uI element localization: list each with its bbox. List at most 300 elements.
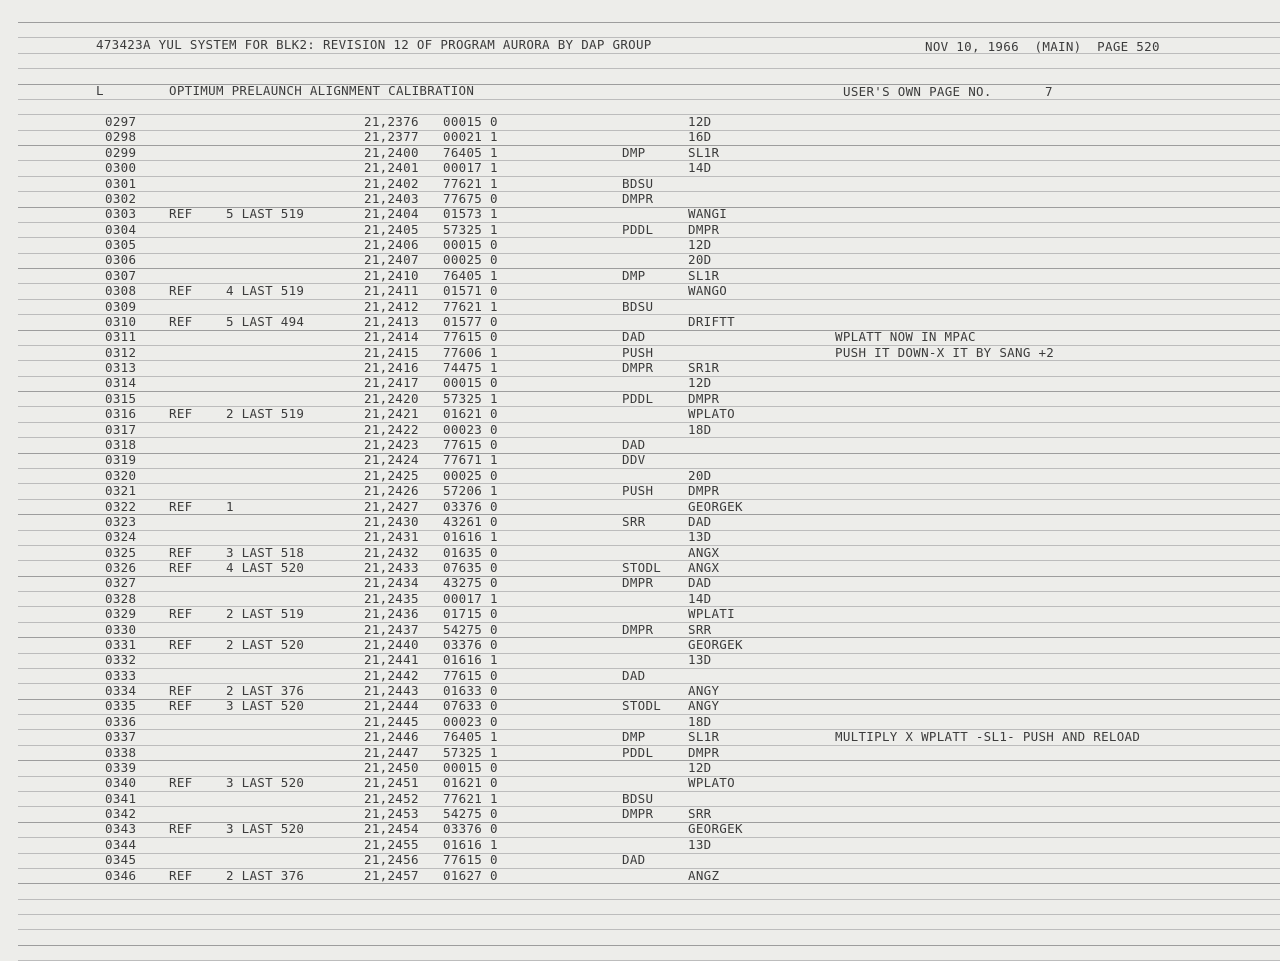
- address: 21,2403: [364, 190, 419, 206]
- operand: 20D: [688, 252, 712, 268]
- line-number: 0310: [105, 313, 137, 329]
- address: 21,2443: [364, 683, 419, 699]
- table-row: [0, 115, 1280, 130]
- ref-value: 3 LAST 520: [226, 821, 305, 837]
- line-number: 0339: [105, 759, 137, 775]
- operand: 12D: [688, 114, 712, 129]
- opcode: DMP: [622, 729, 646, 745]
- paper-rule: [18, 22, 1280, 23]
- octal-word: 76405 1: [443, 267, 498, 283]
- octal-word: 77621 1: [443, 175, 498, 191]
- line-number: 0319: [105, 452, 137, 468]
- ref-label: REF: [169, 313, 193, 329]
- operand: GEORGEK: [688, 636, 743, 652]
- operand: 12D: [688, 759, 712, 775]
- address: 21,2452: [364, 790, 419, 806]
- octal-word: 01577 0: [443, 313, 498, 329]
- octal-word: 03376 0: [443, 636, 498, 652]
- line-number: 0344: [105, 836, 137, 852]
- paper-rule: [18, 899, 1280, 900]
- address: 21,2435: [364, 590, 419, 606]
- table-row: [0, 423, 1280, 438]
- paper-rule: [18, 929, 1280, 930]
- opcode: DMPR: [622, 575, 654, 591]
- table-row: [0, 146, 1280, 161]
- address: 21,2457: [364, 867, 419, 883]
- opcode: BDSU: [622, 790, 654, 806]
- opcode: PDDL: [622, 744, 654, 760]
- address: 21,2446: [364, 729, 419, 745]
- line-number: 0300: [105, 160, 137, 176]
- table-row: [0, 238, 1280, 253]
- octal-word: 07635 0: [443, 560, 498, 576]
- table-row: [0, 807, 1280, 822]
- octal-word: 01616 1: [443, 652, 498, 668]
- line-number: 0312: [105, 344, 137, 360]
- line-number: 0343: [105, 821, 137, 837]
- operand: 13D: [688, 652, 712, 668]
- table-row: [0, 530, 1280, 545]
- octal-word: 43261 0: [443, 513, 498, 529]
- table-row: [0, 253, 1280, 268]
- opcode: DAD: [622, 436, 646, 452]
- line-number: 0313: [105, 360, 137, 376]
- table-row: [0, 546, 1280, 561]
- ref-value: 3 LAST 518: [226, 544, 305, 560]
- ref-label: REF: [169, 206, 193, 222]
- address: 21,2412: [364, 298, 419, 314]
- operand: WPLATI: [688, 606, 735, 622]
- ref-label: REF: [169, 283, 193, 299]
- table-row: [0, 269, 1280, 284]
- operand: 13D: [688, 529, 712, 545]
- ref-label: REF: [169, 867, 193, 883]
- table-row: [0, 130, 1280, 145]
- address: 21,2456: [364, 852, 419, 868]
- line-number: 0324: [105, 529, 137, 545]
- operand: DRIFTT: [688, 313, 735, 329]
- operand: SL1R: [688, 144, 720, 160]
- octal-word: 00023 0: [443, 421, 498, 437]
- address: 21,2400: [364, 144, 419, 160]
- operand: WPLATO: [688, 775, 735, 791]
- line-number: 0346: [105, 867, 137, 883]
- ref-value: 4 LAST 519: [226, 283, 305, 299]
- ref-value: 5 LAST 494: [226, 313, 305, 329]
- paper-rule: [18, 99, 1280, 100]
- line-number: 0298: [105, 129, 137, 145]
- octal-word: 54275 0: [443, 806, 498, 822]
- paper-rule: [18, 914, 1280, 915]
- operand: GEORGEK: [688, 821, 743, 837]
- table-row: [0, 192, 1280, 207]
- table-row: [0, 438, 1280, 453]
- octal-word: 03376 0: [443, 821, 498, 837]
- opcode: BDSU: [622, 175, 654, 191]
- address: 21,2434: [364, 575, 419, 591]
- operand: DMPR: [688, 483, 720, 499]
- line-number: 0323: [105, 513, 137, 529]
- header-date-page: NOV 10, 1966 (MAIN) PAGE 520: [925, 39, 1160, 54]
- line-number: 0315: [105, 390, 137, 406]
- operand: 18D: [688, 421, 712, 437]
- line-number: 0297: [105, 114, 137, 129]
- ref-value: 4 LAST 520: [226, 560, 305, 576]
- opcode: PDDL: [622, 221, 654, 237]
- address: 21,2421: [364, 406, 419, 422]
- line-number: 0307: [105, 267, 137, 283]
- operand: 12D: [688, 375, 712, 391]
- octal-word: 00015 0: [443, 237, 498, 253]
- operand: DAD: [688, 513, 712, 529]
- address: 21,2432: [364, 544, 419, 560]
- paper-rule: [18, 68, 1280, 69]
- table-row: [0, 853, 1280, 868]
- opcode: DMPR: [622, 621, 654, 637]
- users-page-label: USER'S OWN PAGE NO.: [843, 84, 992, 99]
- address: 21,2453: [364, 806, 419, 822]
- ref-label: REF: [169, 698, 193, 714]
- table-row: [0, 484, 1280, 499]
- line-number: 0317: [105, 421, 137, 437]
- octal-word: 01616 1: [443, 836, 498, 852]
- table-row: [0, 407, 1280, 422]
- ref-label: REF: [169, 683, 193, 699]
- line-number: 0327: [105, 575, 137, 591]
- line-number: 0334: [105, 683, 137, 699]
- line-number: 0325: [105, 544, 137, 560]
- paper-rule: [18, 945, 1280, 946]
- octal-word: 03376 0: [443, 498, 498, 514]
- table-row: [0, 653, 1280, 668]
- line-number: 0331: [105, 636, 137, 652]
- octal-word: 77675 0: [443, 190, 498, 206]
- opcode: DAD: [622, 329, 646, 345]
- operand: 12D: [688, 237, 712, 253]
- table-row: [0, 592, 1280, 607]
- line-number: 0321: [105, 483, 137, 499]
- octal-word: 57325 1: [443, 744, 498, 760]
- octal-word: 77615 0: [443, 852, 498, 868]
- table-row: [0, 500, 1280, 515]
- ref-value: 3 LAST 520: [226, 775, 305, 791]
- ref-value: 5 LAST 519: [226, 206, 305, 222]
- line-number: 0333: [105, 667, 137, 683]
- line-number: 0314: [105, 375, 137, 391]
- address: 21,2414: [364, 329, 419, 345]
- address: 21,2377: [364, 129, 419, 145]
- octal-word: 01621 0: [443, 775, 498, 791]
- ref-label: REF: [169, 775, 193, 791]
- octal-word: 77615 0: [443, 329, 498, 345]
- line-number: 0320: [105, 467, 137, 483]
- table-row: [0, 838, 1280, 853]
- table-row: [0, 561, 1280, 576]
- table-row: [0, 623, 1280, 638]
- users-page-number: 7: [1045, 84, 1053, 99]
- octal-word: 07633 0: [443, 698, 498, 714]
- address: 21,2433: [364, 560, 419, 576]
- octal-word: 00015 0: [443, 375, 498, 391]
- table-row: [0, 607, 1280, 622]
- table-row: [0, 515, 1280, 530]
- operand: DMPR: [688, 744, 720, 760]
- table-row: [0, 284, 1280, 299]
- octal-word: 76405 1: [443, 729, 498, 745]
- address: 21,2451: [364, 775, 419, 791]
- address: 21,2444: [364, 698, 419, 714]
- address: 21,2447: [364, 744, 419, 760]
- table-row: [0, 730, 1280, 745]
- operand: ANGY: [688, 698, 720, 714]
- operand: SL1R: [688, 729, 720, 745]
- opcode: PUSH: [622, 344, 654, 360]
- operand: ANGX: [688, 560, 720, 576]
- address: 21,2436: [364, 606, 419, 622]
- table-row: [0, 346, 1280, 361]
- octal-word: 01571 0: [443, 283, 498, 299]
- address: 21,2430: [364, 513, 419, 529]
- ref-value: 2 LAST 376: [226, 867, 305, 883]
- ref-label: REF: [169, 406, 193, 422]
- address: 21,2410: [364, 267, 419, 283]
- table-row: [0, 376, 1280, 391]
- opcode: STODL: [622, 698, 662, 714]
- address: 21,2413: [364, 313, 419, 329]
- section-title: OPTIMUM PRELAUNCH ALIGNMENT CALIBRATION: [169, 83, 475, 98]
- operand: ANGY: [688, 683, 720, 699]
- line-number: 0303: [105, 206, 137, 222]
- octal-word: 57325 1: [443, 390, 498, 406]
- table-row: [0, 761, 1280, 776]
- table-row: [0, 776, 1280, 791]
- octal-word: 77671 1: [443, 452, 498, 468]
- operand: 16D: [688, 129, 712, 145]
- table-row: [0, 746, 1280, 761]
- line-number: 0309: [105, 298, 137, 314]
- table-row: [0, 161, 1280, 176]
- octal-word: 00025 0: [443, 467, 498, 483]
- octal-word: 01573 1: [443, 206, 498, 222]
- table-row: [0, 699, 1280, 714]
- line-number: 0337: [105, 729, 137, 745]
- table-row: [0, 315, 1280, 330]
- line-number: 0306: [105, 252, 137, 268]
- table-row: [0, 638, 1280, 653]
- octal-word: 00017 1: [443, 160, 498, 176]
- address: 21,2450: [364, 759, 419, 775]
- address: 21,2417: [364, 375, 419, 391]
- address: 21,2441: [364, 652, 419, 668]
- octal-word: 74475 1: [443, 360, 498, 376]
- operand: 20D: [688, 467, 712, 483]
- line-number: 0338: [105, 744, 137, 760]
- address: 21,2406: [364, 237, 419, 253]
- ref-value: 1: [226, 498, 234, 514]
- line-number: 0311: [105, 329, 137, 345]
- address: 21,2407: [364, 252, 419, 268]
- ref-value: 2 LAST 520: [226, 636, 305, 652]
- table-row: [0, 300, 1280, 315]
- address: 21,2423: [364, 436, 419, 452]
- opcode: DMP: [622, 144, 646, 160]
- line-number: 0329: [105, 606, 137, 622]
- ref-label: REF: [169, 636, 193, 652]
- line-number: 0318: [105, 436, 137, 452]
- octal-word: 77615 0: [443, 436, 498, 452]
- table-row: [0, 715, 1280, 730]
- line-number: 0316: [105, 406, 137, 422]
- address: 21,2422: [364, 421, 419, 437]
- line-number: 0299: [105, 144, 137, 160]
- line-number: 0340: [105, 775, 137, 791]
- table-row: [0, 453, 1280, 468]
- line-number: 0336: [105, 713, 137, 729]
- line-number: 0332: [105, 652, 137, 668]
- address: 21,2404: [364, 206, 419, 222]
- operand: SRR: [688, 806, 712, 822]
- octal-word: 01627 0: [443, 867, 498, 883]
- line-number: 0322: [105, 498, 137, 514]
- opcode: STODL: [622, 560, 662, 576]
- address: 21,2415: [364, 344, 419, 360]
- opcode: DMP: [622, 267, 646, 283]
- address: 21,2445: [364, 713, 419, 729]
- address: 21,2431: [364, 529, 419, 545]
- operand: GEORGEK: [688, 498, 743, 514]
- operand: SRR: [688, 621, 712, 637]
- line-number: 0326: [105, 560, 137, 576]
- table-row: [0, 822, 1280, 837]
- opcode: BDSU: [622, 298, 654, 314]
- table-row: [0, 576, 1280, 591]
- ref-label: REF: [169, 498, 193, 514]
- line-number: 0328: [105, 590, 137, 606]
- operand: 14D: [688, 160, 712, 176]
- octal-word: 43275 0: [443, 575, 498, 591]
- address: 21,2405: [364, 221, 419, 237]
- comment: MULTIPLY X WPLATT -SL1- PUSH AND RELOAD: [835, 729, 1141, 745]
- opcode: DAD: [622, 852, 646, 868]
- octal-word: 77606 1: [443, 344, 498, 360]
- line-number: 0308: [105, 283, 137, 299]
- operand: SL1R: [688, 267, 720, 283]
- address: 21,2411: [364, 283, 419, 299]
- operand: WANGO: [688, 283, 728, 299]
- table-row: [0, 223, 1280, 238]
- line-number: 0330: [105, 621, 137, 637]
- line-number: 0345: [105, 852, 137, 868]
- operand: 18D: [688, 713, 712, 729]
- octal-word: 00015 0: [443, 759, 498, 775]
- address: 21,2440: [364, 636, 419, 652]
- line-number: 0304: [105, 221, 137, 237]
- operand: WANGI: [688, 206, 728, 222]
- address: 21,2437: [364, 621, 419, 637]
- comment: WPLATT NOW IN MPAC: [835, 329, 976, 345]
- operand: 14D: [688, 590, 712, 606]
- operand: SR1R: [688, 360, 720, 376]
- octal-word: 00023 0: [443, 713, 498, 729]
- ref-value: 2 LAST 519: [226, 406, 305, 422]
- address: 21,2402: [364, 175, 419, 191]
- ref-value: 3 LAST 520: [226, 698, 305, 714]
- opcode: PUSH: [622, 483, 654, 499]
- operand: ANGX: [688, 544, 720, 560]
- opcode: DAD: [622, 667, 646, 683]
- address: 21,2401: [364, 160, 419, 176]
- address: 21,2454: [364, 821, 419, 837]
- octal-word: 01633 0: [443, 683, 498, 699]
- opcode: DDV: [622, 452, 646, 468]
- operand: WPLATO: [688, 406, 735, 422]
- octal-word: 77615 0: [443, 667, 498, 683]
- operand: 13D: [688, 836, 712, 852]
- table-row: [0, 330, 1280, 345]
- octal-word: 01715 0: [443, 606, 498, 622]
- address: 21,2376: [364, 114, 419, 129]
- table-row: [0, 684, 1280, 699]
- address: 21,2426: [364, 483, 419, 499]
- opcode: PDDL: [622, 390, 654, 406]
- octal-word: 01616 1: [443, 529, 498, 545]
- ref-label: REF: [169, 544, 193, 560]
- comment: PUSH IT DOWN-X IT BY SANG +2: [835, 344, 1055, 360]
- octal-word: 00015 0: [443, 114, 498, 129]
- opcode: DMPR: [622, 806, 654, 822]
- address: 21,2455: [364, 836, 419, 852]
- line-number: 0302: [105, 190, 137, 206]
- octal-word: 77621 1: [443, 298, 498, 314]
- ref-label: REF: [169, 606, 193, 622]
- subheader-marker: L: [96, 83, 104, 98]
- octal-word: 00017 1: [443, 590, 498, 606]
- table-row: [0, 792, 1280, 807]
- ref-value: 2 LAST 519: [226, 606, 305, 622]
- table-row: [0, 669, 1280, 684]
- table-row: [0, 207, 1280, 222]
- operand: DMPR: [688, 390, 720, 406]
- line-number: 0301: [105, 175, 137, 191]
- address: 21,2442: [364, 667, 419, 683]
- octal-word: 01635 0: [443, 544, 498, 560]
- octal-word: 57206 1: [443, 483, 498, 499]
- table-row: [0, 177, 1280, 192]
- table-row: [0, 361, 1280, 376]
- table-row: [0, 392, 1280, 407]
- address: 21,2425: [364, 467, 419, 483]
- address: 21,2427: [364, 498, 419, 514]
- ref-label: REF: [169, 821, 193, 837]
- table-row: [0, 869, 1280, 884]
- ref-label: REF: [169, 560, 193, 576]
- opcode: SRR: [622, 513, 646, 529]
- octal-word: 57325 1: [443, 221, 498, 237]
- operand: DAD: [688, 575, 712, 591]
- line-number: 0342: [105, 806, 137, 822]
- operand: DMPR: [688, 221, 720, 237]
- octal-word: 00025 0: [443, 252, 498, 268]
- octal-word: 01621 0: [443, 406, 498, 422]
- line-number: 0335: [105, 698, 137, 714]
- octal-word: 77621 1: [443, 790, 498, 806]
- opcode: DMPR: [622, 360, 654, 376]
- header-title: 473423A YUL SYSTEM FOR BLK2: REVISION 12 OF PROGRAM AURORA BY DAP GROUP: [96, 37, 652, 52]
- octal-word: 76405 1: [443, 144, 498, 160]
- ref-value: 2 LAST 376: [226, 683, 305, 699]
- octal-word: 00021 1: [443, 129, 498, 145]
- line-number: 0341: [105, 790, 137, 806]
